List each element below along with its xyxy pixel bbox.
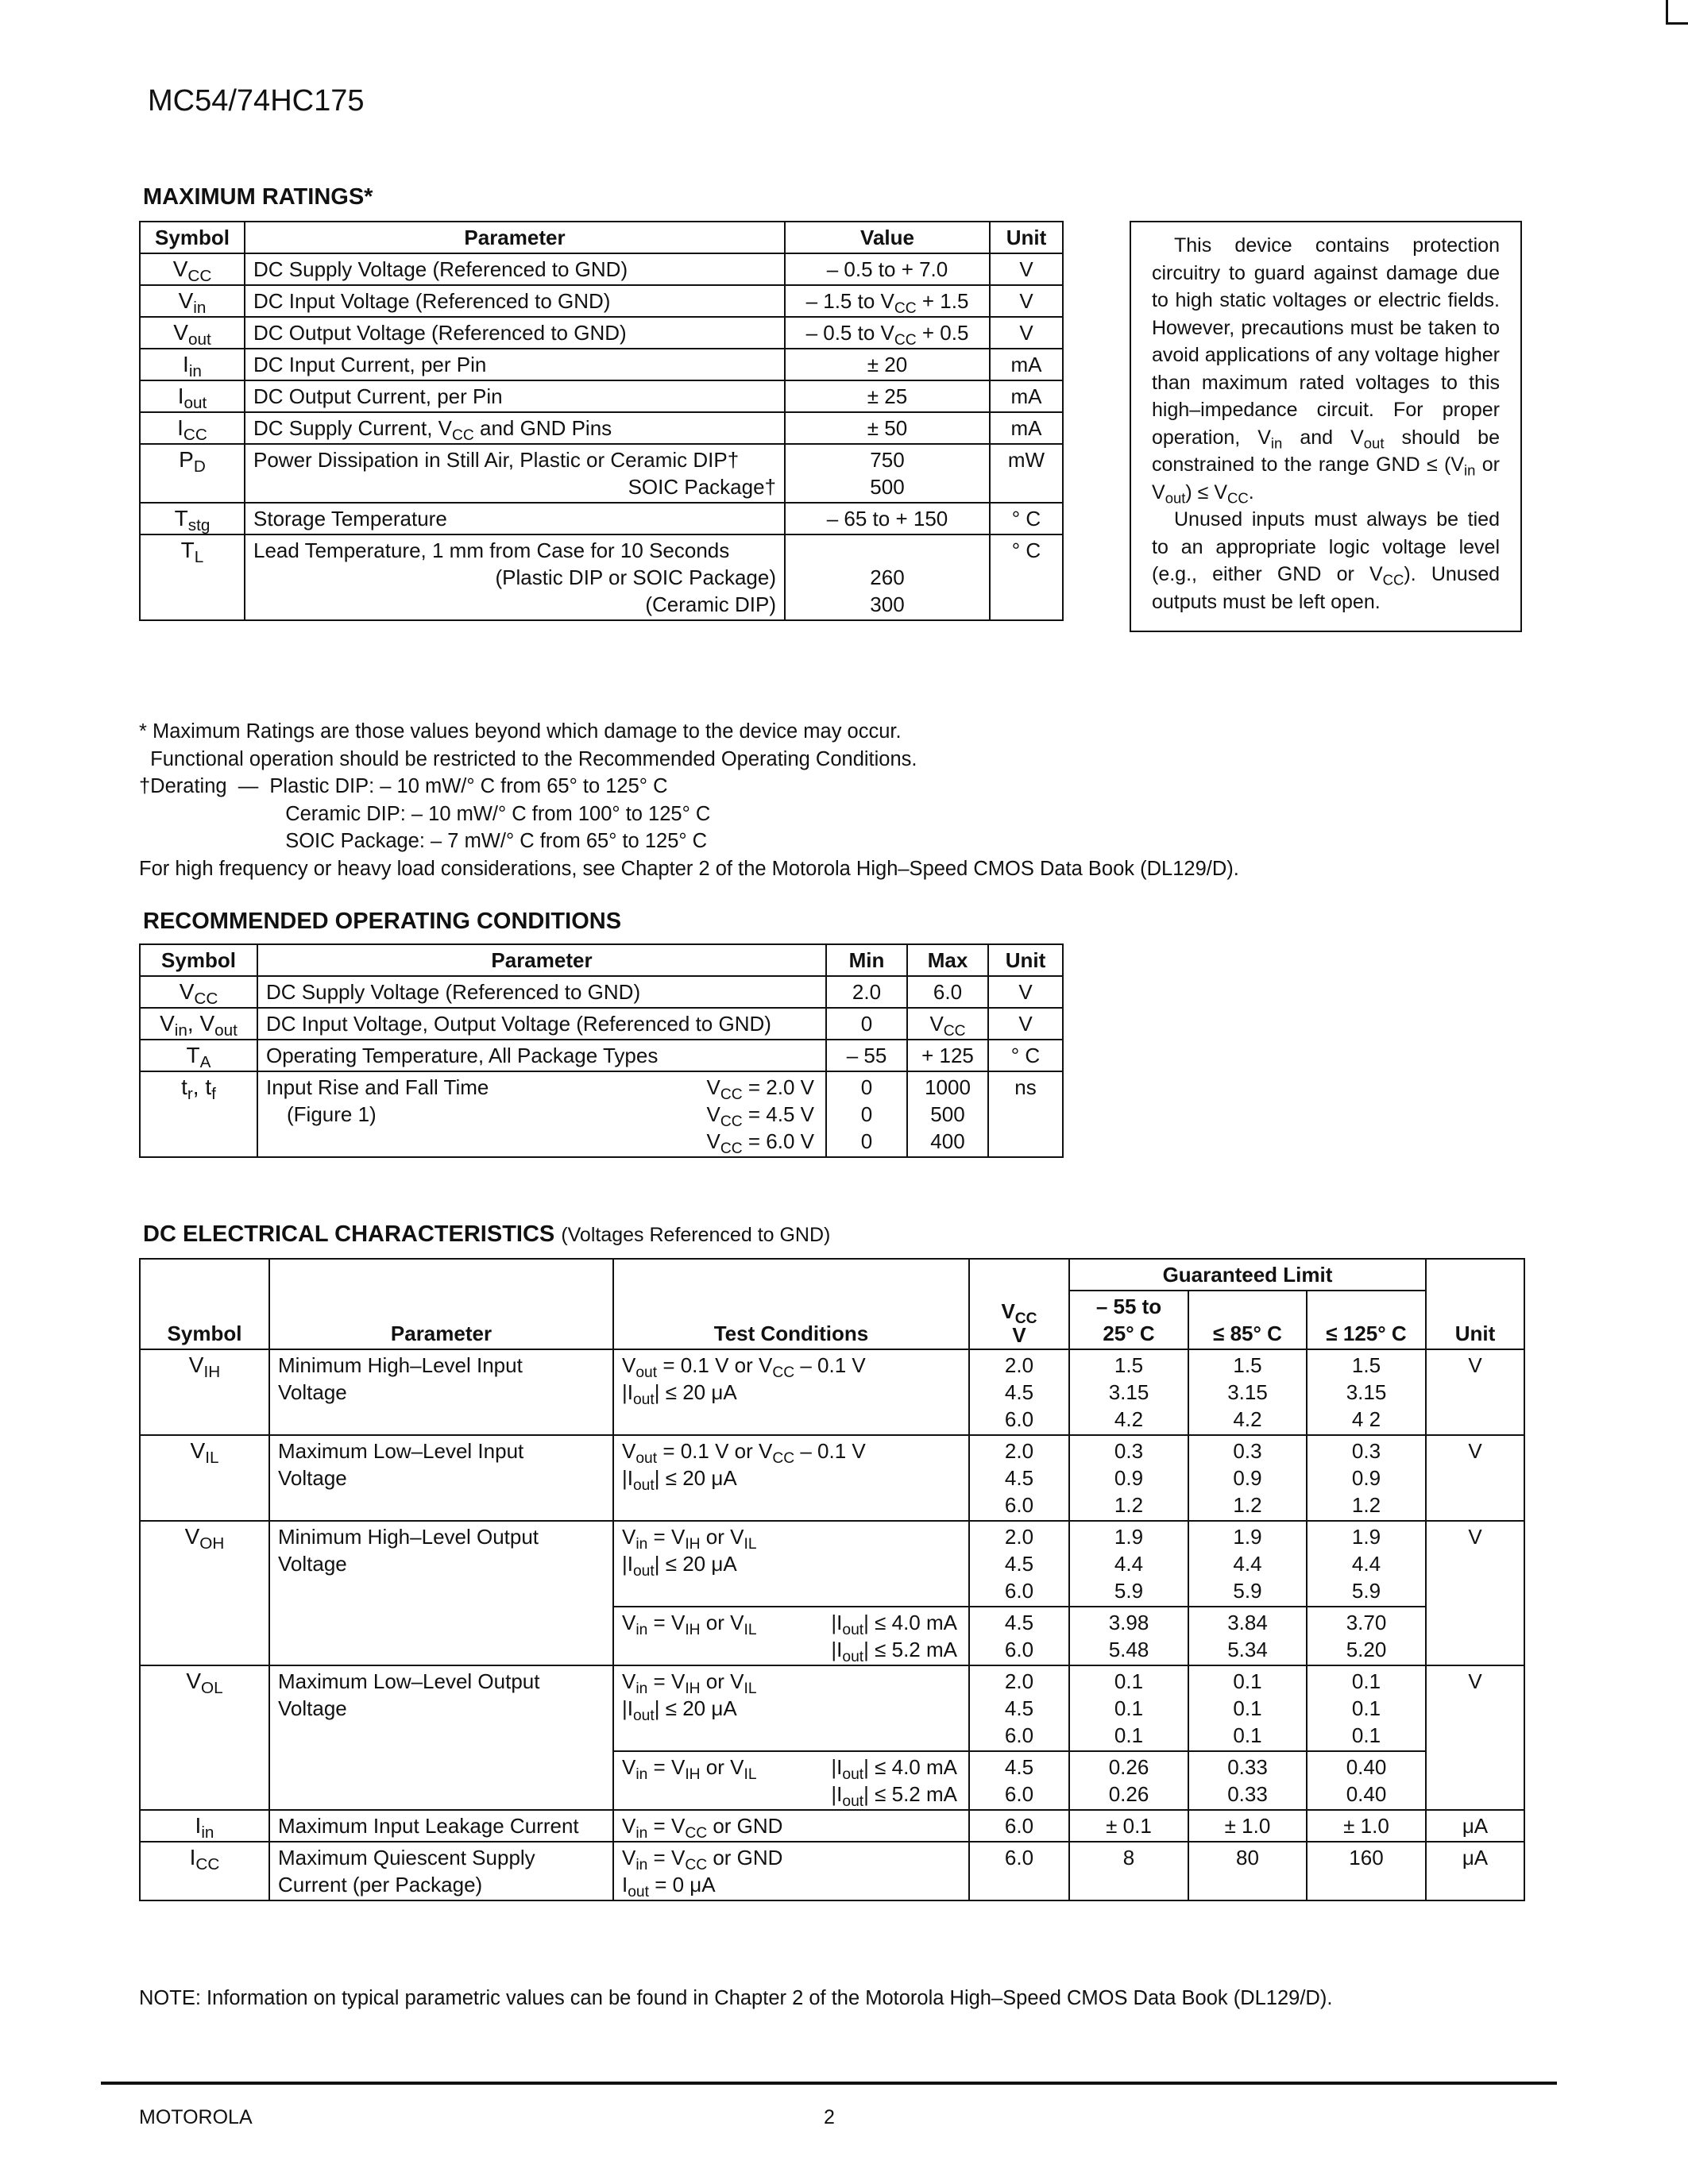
- value-cell: – 1.5 to $V_{CC} + 1.5$: [785, 285, 990, 317]
- test-conditions-cell: $V_{out} = 0.1$ V or $V_{CC} - 0.1$ V $|I_{out}| \le 20$ μA: [613, 1349, 969, 1435]
- symbol-cell: $P_D$: [140, 444, 245, 503]
- parameter-cell: DC Input Voltage, Output Voltage (Referenced to GND): [257, 1008, 826, 1040]
- value-line: 300: [870, 592, 905, 616]
- max-cell: + 125: [907, 1040, 988, 1071]
- table-row: [140, 253, 1063, 285]
- unit-cell: ° C: [990, 534, 1063, 620]
- table-header-row: [140, 222, 1063, 253]
- limit-cell: 1.9 4.4 5.9: [1307, 1521, 1426, 1607]
- test-conditions-cell: $V_{in} = V_{IH}$ or $V_{IL}$ $|I_{out}| \le 4.0$ mA $|I_{out}| \le 5.2$ mA: [613, 1751, 969, 1810]
- limit-cell: 1.5 3.15 4 2: [1307, 1349, 1426, 1435]
- maximum-ratings-footnotes: [139, 718, 1239, 882]
- table-row: [140, 1435, 1524, 1521]
- table-row: [140, 1665, 1524, 1751]
- parameter-cell: DC Supply Voltage (Referenced to GND): [257, 976, 826, 1008]
- unit-cell: V: [990, 253, 1063, 285]
- unit-cell: μA: [1426, 1842, 1524, 1900]
- value-cell: – 0.5 to + 7.0: [785, 253, 990, 285]
- recommended-operating-table: [139, 943, 1064, 1158]
- parameter-cell: [245, 444, 785, 503]
- parameter-cell: Operating Temperature, All Package Types: [257, 1040, 826, 1071]
- vcc-cell: 6.0: [969, 1842, 1069, 1900]
- limit-cell: 0.3 0.9 1.2: [1188, 1435, 1307, 1521]
- parameter-line: (Ceramic DIP): [645, 592, 776, 616]
- column-header: Parameter: [269, 1259, 613, 1349]
- table-row: [140, 503, 1063, 534]
- min-cell: 0: [826, 1008, 907, 1040]
- unit-cell: V: [990, 285, 1063, 317]
- limit-cell: ± 0.1: [1069, 1810, 1188, 1842]
- symbol-cell: $T_{stg}$: [140, 503, 245, 534]
- value-cell: ± 20: [785, 349, 990, 380]
- max-cell: 6.0: [907, 976, 988, 1008]
- symbol-cell: $I_{out}$: [140, 380, 245, 412]
- table-row: [140, 285, 1063, 317]
- parameter-line: Input Rise and Fall Time: [266, 1075, 489, 1099]
- test-conditions-cell: $V_{in} = V_{CC}$ or GND: [613, 1810, 969, 1842]
- section-heading-recommended-operating: RECOMMENDED OPERATING CONDITIONS: [143, 909, 622, 934]
- column-header: Parameter: [245, 222, 785, 253]
- column-header: Unit: [988, 944, 1063, 976]
- symbol-cell: $V_{CC}$: [140, 976, 257, 1008]
- vcc-cell: 4.5 6.0: [969, 1751, 1069, 1810]
- column-header: Symbol: [140, 222, 245, 253]
- unit-cell: ° C: [990, 503, 1063, 534]
- condition-line: $V_{CC} = 2.0$ V: [706, 1075, 814, 1103]
- symbol-cell: $T_A$: [140, 1040, 257, 1071]
- symbol-cell: $t_r$, $t_f$: [140, 1071, 257, 1157]
- limit-cell: 3.70 5.20: [1307, 1607, 1426, 1665]
- footnote-line: SOIC Package: – 7 mW/° C from 65° to 125° C: [139, 830, 708, 852]
- protection-note-box: [1130, 221, 1522, 632]
- parameter-line: SOIC Package†: [628, 475, 776, 499]
- unit-cell: V: [990, 317, 1063, 349]
- vcc-cell: 6.0: [969, 1810, 1069, 1842]
- value-cell: ± 50: [785, 412, 990, 444]
- parameter-line: (Plastic DIP or SOIC Package): [495, 565, 776, 589]
- limit-cell: 0.3 0.9 1.2: [1307, 1435, 1426, 1521]
- limit-cell: ± 1.0: [1188, 1810, 1307, 1842]
- footnote-line: Functional operation should be restricted to the Recommended Operating Conditions.: [139, 747, 917, 770]
- unit-cell: mA: [990, 349, 1063, 380]
- supply-conditions: [707, 1074, 814, 1155]
- maximum-ratings-table: [139, 221, 1064, 621]
- column-header: Symbol: [140, 944, 257, 976]
- unit-cell: V: [1426, 1349, 1524, 1435]
- column-header: Max: [907, 944, 988, 976]
- value-cell: – 65 to + 150: [785, 503, 990, 534]
- condition-line: $V_{CC} = 6.0$ V: [706, 1129, 814, 1157]
- parameter-cell: Maximum Low–Level Output Voltage: [269, 1665, 613, 1810]
- parameter-cell: [245, 534, 785, 620]
- symbol-cell: $V_{in}$, $V_{out}$: [140, 1008, 257, 1040]
- min-cell: – 55: [826, 1040, 907, 1071]
- test-conditions-cell: $V_{in} = V_{CC}$ or GND $I_{out} = 0$ μA: [613, 1842, 969, 1900]
- min-cell: 0 0 0: [826, 1071, 907, 1157]
- parameter-cell: Minimum High–Level Input Voltage: [269, 1349, 613, 1435]
- footnote-line: * Maximum Ratings are those values beyond which damage to the device may occur.: [139, 720, 902, 743]
- symbol-cell: $V_{OL}$: [140, 1665, 269, 1810]
- parameter-cell: DC Output Current, per Pin: [245, 380, 785, 412]
- unit-cell: mA: [990, 412, 1063, 444]
- table-row: [140, 444, 1063, 503]
- parameter-cell: Minimum High–Level Output Voltage: [269, 1521, 613, 1665]
- column-header: Symbol: [140, 1259, 269, 1349]
- limit-cell: 0.33 0.33: [1188, 1751, 1307, 1810]
- unit-cell: ° C: [988, 1040, 1063, 1071]
- parameter-line: Lead Temperature, 1 mm from Case for 10 Seconds: [253, 538, 730, 562]
- footnote-line: For high frequency or heavy load considerations, see Chapter 2 of the Motorola High–Speed CMOS Data Book (DL129/D).: [139, 857, 1239, 880]
- table-row: [140, 534, 1063, 620]
- column-header-temp: ≤ 85° C: [1188, 1291, 1307, 1349]
- limit-cell: 160: [1307, 1842, 1426, 1900]
- unit-cell: V: [988, 976, 1063, 1008]
- max-cell: 1000 500 400: [907, 1071, 988, 1157]
- test-conditions-cell: $V_{in} = V_{IH}$ or $V_{IL}$ $|I_{out}| \le 20$ μA: [613, 1665, 969, 1751]
- unit-cell: V: [988, 1008, 1063, 1040]
- footnote-line: †Derating — Plastic DIP: – 10 mW/° C from 65° to 125° C: [139, 775, 668, 797]
- parameter-cell: DC Supply Voltage (Referenced to GND): [245, 253, 785, 285]
- unit-cell: V: [1426, 1435, 1524, 1521]
- column-header: Test Conditions: [613, 1259, 969, 1349]
- table-row: [140, 1349, 1524, 1435]
- column-header-guaranteed-limit: Guaranteed Limit: [1069, 1259, 1426, 1291]
- column-header: Parameter: [257, 944, 826, 976]
- value-line: 260: [870, 565, 905, 589]
- symbol-cell: $I_{CC}$: [140, 1842, 269, 1900]
- table-row: [140, 1521, 1524, 1607]
- symbol-cell: $I_{in}$: [140, 1810, 269, 1842]
- crop-mark: [1666, 0, 1668, 24]
- min-cell: 2.0: [826, 976, 907, 1008]
- current-conditions: $|I_{out}| \le 4.0$ mA $|I_{out}| \le 5.2$ mA: [831, 1755, 957, 1810]
- value-line: 750: [870, 448, 905, 472]
- value-line: 500: [870, 475, 905, 499]
- vcc-cell: 2.0 4.5 6.0: [969, 1435, 1069, 1521]
- limit-cell: 1.5 3.15 4.2: [1188, 1349, 1307, 1435]
- value-cell: [785, 534, 990, 620]
- table-header-row: [140, 1259, 1524, 1291]
- limit-cell: 1.9 4.4 5.9: [1069, 1521, 1188, 1607]
- column-header: Unit: [1426, 1259, 1524, 1349]
- test-conditions-cell: $V_{out} = 0.1$ V or $V_{CC} - 0.1$ V $|I_{out}| \le 20$ μA: [613, 1435, 969, 1521]
- parameter-cell: Maximum Low–Level Input Voltage: [269, 1435, 613, 1521]
- footnote-line: Ceramic DIP: – 10 mW/° C from 100° to 125° C: [139, 802, 711, 825]
- test-conditions-cell: $V_{in} = V_{IH}$ or $V_{IL}$ $|I_{out}| \le 20$ μA: [613, 1521, 969, 1607]
- vcc-cell: 2.0 4.5 6.0: [969, 1349, 1069, 1435]
- symbol-cell: $V_{out}$: [140, 317, 245, 349]
- vcc-cell: 2.0 4.5 6.0: [969, 1665, 1069, 1751]
- unit-cell: V: [1426, 1665, 1524, 1810]
- limit-cell: 0.1 0.1 0.1: [1307, 1665, 1426, 1751]
- symbol-cell: $V_{IL}$: [140, 1435, 269, 1521]
- current-conditions: $|I_{out}| \le 4.0$ mA $|I_{out}| \le 5.2$ mA: [831, 1611, 957, 1665]
- parameter-cell: Maximum Input Leakage Current: [269, 1810, 613, 1842]
- unit-cell: μA: [1426, 1810, 1524, 1842]
- value-cell: ± 25: [785, 380, 990, 412]
- table-header-row: [140, 944, 1063, 976]
- symbol-cell: $I_{in}$: [140, 349, 245, 380]
- footer-rule: [101, 2082, 1557, 2085]
- column-header: Unit: [990, 222, 1063, 253]
- parameter-cell: [257, 1071, 826, 1157]
- symbol-cell: $V_{IH}$: [140, 1349, 269, 1435]
- condition-line: $V_{CC} = 4.5$ V: [706, 1102, 814, 1130]
- limit-cell: 0.3 0.9 1.2: [1069, 1435, 1188, 1521]
- table-row: [140, 976, 1063, 1008]
- crop-mark: [1666, 22, 1688, 25]
- section-heading-dc-characteristics: DC ELECTRICAL CHARACTERISTICS (Voltages Referenced to GND): [143, 1221, 831, 1247]
- table-row: [140, 1842, 1524, 1900]
- table-row: [140, 1071, 1063, 1157]
- limit-cell: 8: [1069, 1842, 1188, 1900]
- limit-cell: 1.5 3.15 4.2: [1069, 1349, 1188, 1435]
- dc-characteristics-note: NOTE: Information on typical parametric values can be found in Chapter 2 of the Motorola High–Speed CMOS Data Book (DL129/D).: [139, 1987, 1333, 2009]
- limit-cell: 3.98 5.48: [1069, 1607, 1188, 1665]
- column-header: Value: [785, 222, 990, 253]
- value-cell: [785, 444, 990, 503]
- limit-cell: 1.9 4.4 5.9: [1188, 1521, 1307, 1607]
- dc-characteristics-table: [139, 1258, 1525, 1901]
- table-row: [140, 380, 1063, 412]
- limit-cell: 0.1 0.1 0.1: [1188, 1665, 1307, 1751]
- column-header-temp: – 55 to 25° C: [1069, 1291, 1188, 1349]
- table-row: [140, 1040, 1063, 1071]
- table-row: [140, 412, 1063, 444]
- limit-cell: 80: [1188, 1842, 1307, 1900]
- limit-cell: ± 1.0: [1307, 1810, 1426, 1842]
- column-header-temp: ≤ 125° C: [1307, 1291, 1426, 1349]
- parameter-cell: DC Supply Current, $V_{CC}$ and GND Pins: [245, 412, 785, 444]
- page-number: 2: [824, 2106, 835, 2128]
- column-header-vcc: $V_{CC}$ V: [969, 1259, 1069, 1349]
- symbol-cell: $V_{CC}$: [140, 253, 245, 285]
- symbol-cell: $I_{CC}$: [140, 412, 245, 444]
- table-row: [140, 1810, 1524, 1842]
- parameter-cell: Maximum Quiescent Supply Current (per Package): [269, 1842, 613, 1900]
- unit-cell: V: [1426, 1521, 1524, 1665]
- max-cell: $V_{CC}$: [907, 1008, 988, 1040]
- vcc-cell: 4.5 6.0: [969, 1607, 1069, 1665]
- parameter-line: (Figure 1): [287, 1102, 377, 1126]
- unit-cell: mW: [990, 444, 1063, 503]
- limit-cell: 3.84 5.34: [1188, 1607, 1307, 1665]
- protection-note-paragraph: This device contains protection circuitry to guard against damage due to high static voltages or electric fields. However, precautions must be taken to avoid applications of any voltage higher than maximum rated voltages to this high–impedance circuit. For proper operation, $V_{in}$ and $V_{out}$ should be constrained to the range GND ≤ ($V_{in}$ or $V_{out}) \le V_{CC}$.: [1152, 234, 1500, 507]
- unit-cell: ns: [988, 1071, 1063, 1157]
- limit-cell: 0.1 0.1 0.1: [1069, 1665, 1188, 1751]
- footer-brand: MOTOROLA: [139, 2106, 253, 2128]
- limit-cell: 0.26 0.26: [1069, 1751, 1188, 1810]
- unit-cell: mA: [990, 380, 1063, 412]
- section-heading-maximum-ratings: MAXIMUM RATINGS*: [143, 184, 373, 210]
- parameter-cell: DC Input Voltage (Referenced to GND): [245, 285, 785, 317]
- column-header: Min: [826, 944, 907, 976]
- parameter-cell: DC Output Voltage (Referenced to GND): [245, 317, 785, 349]
- document-title: MC54/74HC175: [148, 84, 365, 118]
- symbol-cell: $V_{in}$: [140, 285, 245, 317]
- parameter-cell: DC Input Current, per Pin: [245, 349, 785, 380]
- symbol-cell: $T_L$: [140, 534, 245, 620]
- parameter-cell: Storage Temperature: [245, 503, 785, 534]
- protection-note-paragraph: Unused inputs must always be tied to an appropriate logic voltage level (e.g., either GND or $V_{CC}$). Unused outputs must be left open.: [1152, 508, 1501, 613]
- parameter-line: Power Dissipation in Still Air, Plastic or Ceramic DIP†: [253, 448, 740, 472]
- test-conditions-cell: $V_{in} = V_{IH}$ or $V_{IL}$ $|I_{out}| \le 4.0$ mA $|I_{out}| \le 5.2$ mA: [613, 1607, 969, 1665]
- vcc-cell: 2.0 4.5 6.0: [969, 1521, 1069, 1607]
- table-row: [140, 349, 1063, 380]
- table-row: [140, 1008, 1063, 1040]
- symbol-cell: $V_{OH}$: [140, 1521, 269, 1665]
- value-cell: – 0.5 to $V_{CC} + 0.5$: [785, 317, 990, 349]
- table-row: [140, 317, 1063, 349]
- limit-cell: 0.40 0.40: [1307, 1751, 1426, 1810]
